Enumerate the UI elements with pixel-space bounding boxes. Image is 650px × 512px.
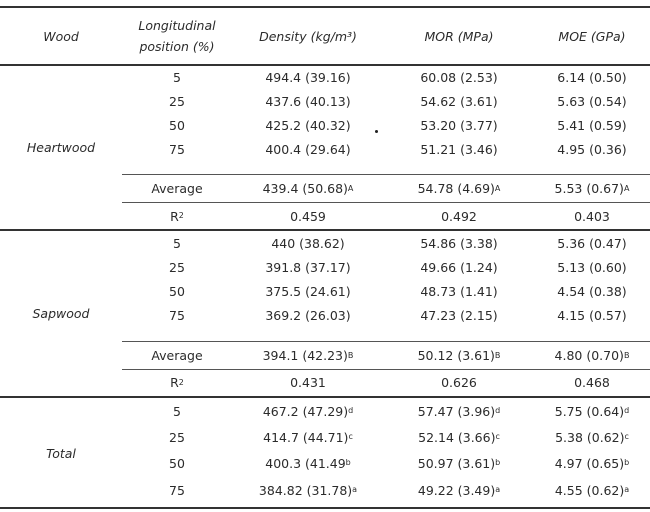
- value-text: 5.75 (0.64): [554, 403, 625, 419]
- mor-cell: 47.23 (2.15): [420, 307, 498, 323]
- position-cell: 50: [169, 283, 185, 299]
- density-cell: 467.2 (47.29) d: [262, 403, 354, 419]
- moe-cell: 0.468: [574, 375, 610, 390]
- mor-cell: 54.62 (3.61): [420, 93, 498, 109]
- mor-cell: 50.97 (3.61) b: [417, 455, 501, 471]
- header-mor: MOR (MPa): [424, 28, 494, 44]
- moe-cell: 4.55 (0.62) a: [554, 482, 630, 498]
- table-row: [0, 113, 650, 137]
- table-row: [0, 424, 650, 450]
- r2-label: R 2: [170, 375, 184, 390]
- value-text: 5.38 (0.62): [555, 429, 625, 445]
- density-cell: 437.6 (40.13): [265, 93, 351, 109]
- density-cell: 400.4 (29.64): [265, 141, 351, 157]
- moe-cell: 5.53 (0.67) A: [554, 181, 630, 196]
- position-cell: 25: [169, 259, 185, 275]
- moe-cell: 6.14 (0.50): [557, 69, 627, 85]
- moe-cell: 5.38 (0.62) c: [555, 429, 629, 445]
- table-row: [0, 279, 650, 303]
- mor-cell: 52.14 (3.66) c: [418, 429, 500, 445]
- position-cell: 25: [169, 93, 185, 109]
- value-text: 4.97 (0.65): [554, 455, 625, 471]
- value-text: 50.12 (3.61): [417, 348, 495, 363]
- group-label-heartwood: Heartwood: [26, 139, 96, 155]
- table-row: [0, 65, 650, 89]
- value-text: 384.82 (31.78): [258, 482, 353, 498]
- value-text: 57.47 (3.96): [417, 403, 496, 419]
- mor-cell: 54.86 (3.38): [420, 235, 498, 251]
- density-cell: 400.3 (41.49 b: [265, 455, 351, 471]
- position-cell: 75: [169, 307, 185, 323]
- value-text: 439.4 (50.68): [262, 181, 348, 196]
- table-row: [0, 89, 650, 113]
- moe-cell: 5.13 (0.60): [557, 259, 627, 275]
- value-text: 414.7 (44.71): [263, 429, 349, 445]
- header-density: Density (kg/m³): [259, 28, 357, 44]
- mor-cell: 0.626: [441, 375, 477, 390]
- density-cell: 494.4 (39.16): [265, 69, 351, 85]
- density-cell: 391.8 (37.17): [265, 259, 351, 275]
- mor-cell: 48.73 (1.41): [420, 283, 498, 299]
- density-cell: 439.4 (50.68) A: [262, 181, 354, 196]
- value-text: 400.3 (41.49: [265, 455, 346, 471]
- position-cell: 50: [169, 117, 185, 133]
- group-label-total: Total: [46, 445, 76, 461]
- mor-cell: 49.22 (3.49) a: [417, 482, 501, 498]
- density-cell: 384.82 (31.78) a: [258, 482, 358, 498]
- moe-cell: 5.63 (0.54): [557, 93, 627, 109]
- r2-row: [0, 203, 650, 229]
- mor-cell: 0.492: [441, 208, 477, 224]
- table-row: [0, 450, 650, 476]
- value-text: 467.2 (47.29): [262, 403, 349, 419]
- header-position: [122, 8, 232, 64]
- r2-row: [0, 370, 650, 395]
- value-text: 4.80 (0.70): [554, 348, 624, 363]
- r2-letter: R: [170, 375, 179, 390]
- r2-label: R 2: [170, 208, 184, 224]
- value-text: 394.1 (42.23): [262, 348, 348, 363]
- table-row: [0, 398, 650, 424]
- position-cell: 5: [173, 403, 181, 419]
- value-text: 5.53 (0.67): [554, 181, 624, 196]
- moe-cell: 4.80 (0.70) B: [554, 348, 630, 363]
- moe-cell: 4.15 (0.57): [557, 307, 627, 323]
- mor-cell: 49.66 (1.24): [420, 259, 498, 275]
- header-row: [0, 8, 650, 64]
- density-cell: 394.1 (42.23) B: [262, 348, 354, 363]
- density-cell: 375.5 (24.61): [265, 283, 351, 299]
- header-wood: Wood: [43, 28, 79, 44]
- moe-cell: 5.75 (0.64) d: [554, 403, 630, 419]
- table-row: [0, 303, 650, 327]
- group-label-sapwood: Sapwood: [32, 305, 90, 321]
- position-cell: 50: [169, 455, 185, 471]
- value-text: 49.22 (3.49): [417, 482, 496, 498]
- mor-cell: 53.20 (3.77): [420, 117, 498, 133]
- header-position-line2: position (%): [139, 39, 215, 54]
- table-row: [0, 476, 650, 504]
- average-row: [0, 342, 650, 369]
- mor-cell: 60.08 (2.53): [420, 69, 498, 85]
- value-text: 4.55 (0.62): [554, 482, 625, 498]
- moe-cell: 0.403: [574, 208, 610, 224]
- stray-dot-mark: [375, 130, 378, 133]
- position-cell: 75: [169, 482, 185, 498]
- moe-cell: 4.97 (0.65) b: [554, 455, 630, 471]
- value-text: 52.14 (3.66): [418, 429, 496, 445]
- table-bottom-border: [0, 507, 650, 509]
- moe-cell: 4.95 (0.36): [557, 141, 627, 157]
- position-cell: 5: [173, 235, 181, 251]
- density-cell: 425.2 (40.32): [265, 117, 351, 133]
- moe-cell: 5.36 (0.47): [557, 235, 627, 251]
- table-row: [0, 137, 650, 161]
- density-cell: 0.459: [290, 208, 326, 224]
- average-label: Average: [151, 348, 203, 363]
- mor-cell: 51.21 (3.46): [420, 141, 498, 157]
- value-text: 50.97 (3.61): [417, 455, 496, 471]
- density-cell: 369.2 (26.03): [265, 307, 351, 323]
- table-row: [0, 255, 650, 279]
- table-row: [0, 231, 650, 255]
- header-moe: MOE (GPa): [558, 28, 626, 44]
- value-text: 54.78 (4.69): [417, 181, 495, 196]
- density-cell: 440 (38.62): [271, 235, 345, 251]
- position-cell: 75: [169, 141, 185, 157]
- mor-cell: 54.78 (4.69) A: [417, 181, 501, 196]
- mor-cell: 57.47 (3.96) d: [417, 403, 501, 419]
- header-position-line1: Longitudinal: [138, 18, 216, 33]
- density-cell: 0.431: [290, 375, 326, 390]
- average-row: [0, 175, 650, 202]
- r2-letter: R: [170, 208, 179, 224]
- position-cell: 25: [169, 429, 185, 445]
- position-cell: 5: [173, 69, 181, 85]
- mor-cell: 50.12 (3.61) B: [417, 348, 501, 363]
- average-label: Average: [151, 181, 203, 196]
- density-cell: 414.7 (44.71) c: [263, 429, 353, 445]
- moe-cell: 4.54 (0.38): [557, 283, 627, 299]
- moe-cell: 5.41 (0.59): [557, 117, 627, 133]
